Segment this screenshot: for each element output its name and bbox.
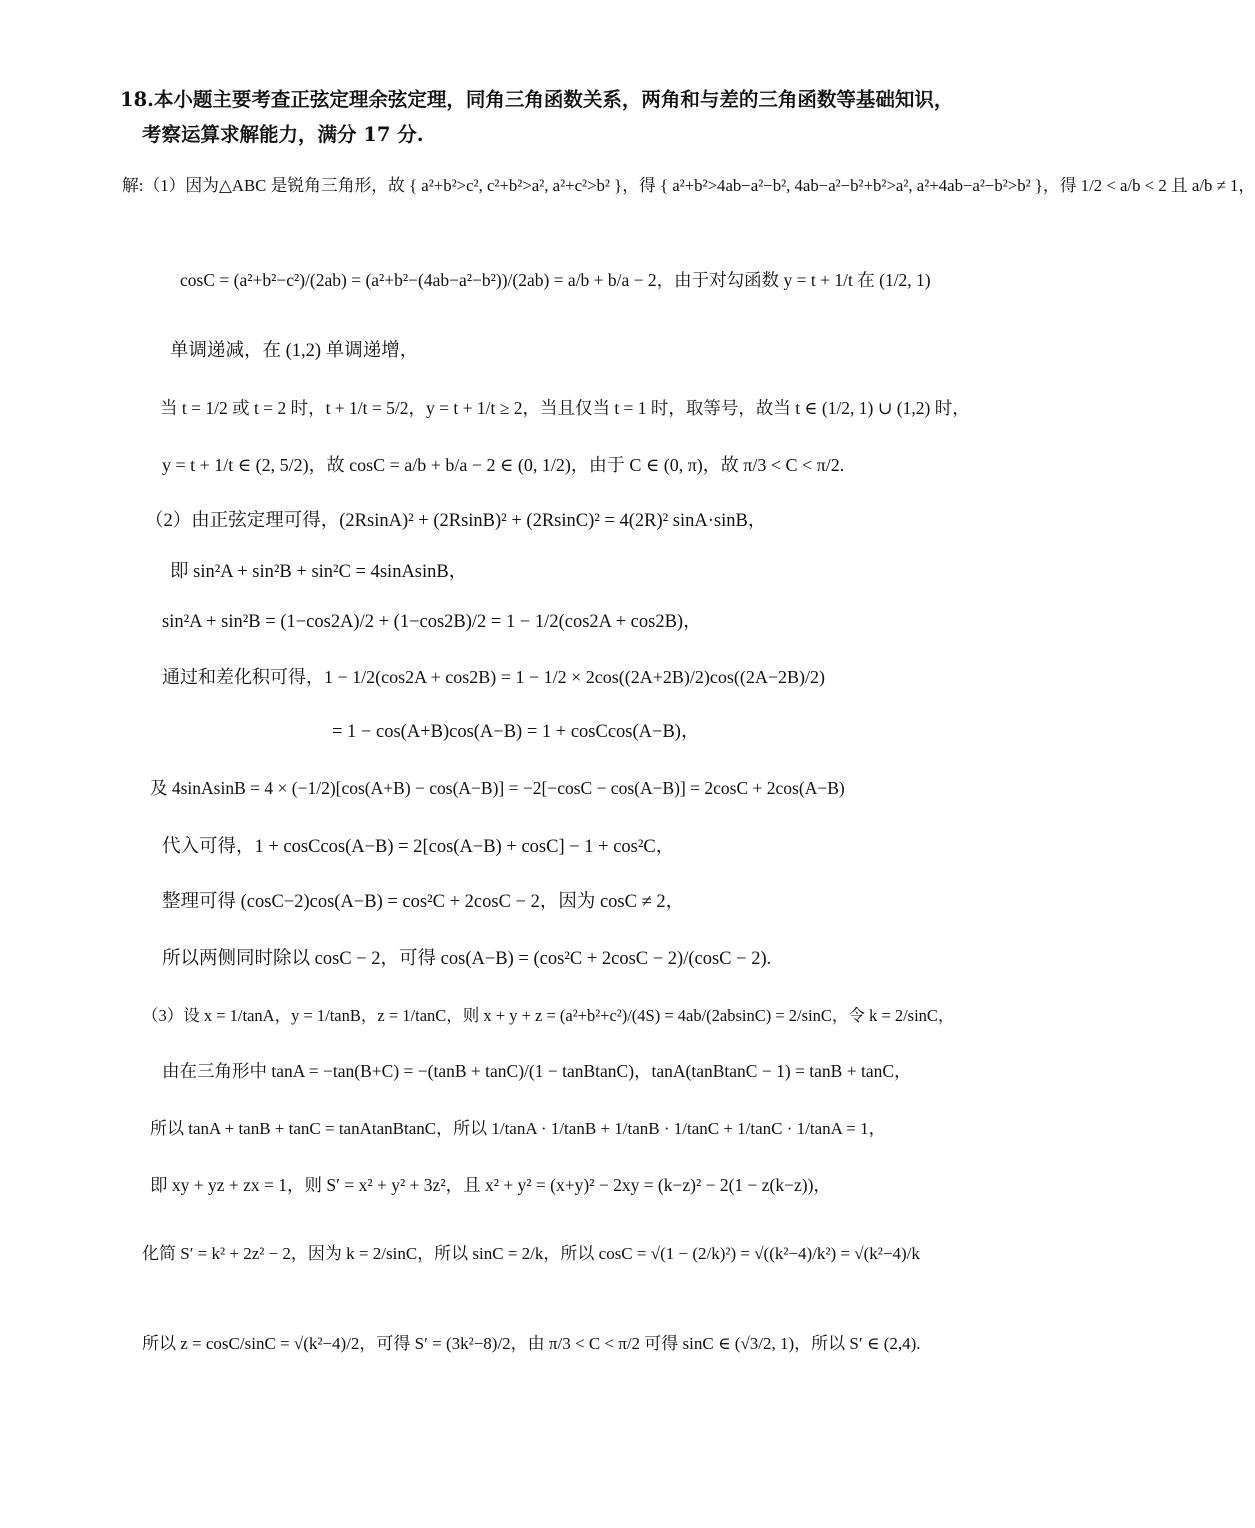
solution-part1-when: 当 t = 1/2 或 t = 2 时，t + 1/t = 5/2，y = t + 1/t ≥ 2，当且仅当 t = 1 时，取等号，故当 t ∈ (1/2, 1) ∪ (1,2) 时， (160, 398, 970, 418)
solution-part2-substitute: 代入可得，1 + cosCcos(A−B) = 2[cos(A−B) + cosC] − 1 + cos²C， (162, 837, 675, 857)
solution-part2-sum-to-product-cont: = 1 − cos(A+B)cos(A−B) = 1 + cosCcos(A−B)， (332, 722, 700, 742)
solution-part3-tan-sum: 所以 tanA + tanB + tanC = tanAtanBtanC，所以 1/tanA · 1/tanB + 1/tanB · 1/tanC + 1/tanC · 1/tanA = 1， (150, 1119, 886, 1138)
solution-part3-xy-relation: 即 xy + yz + zx = 1，则 S′ = x² + y² + 3z²，且 x² + y² = (x+y)² − 2xy = (k−z)² − 2(1 − z(k−z))， (150, 1175, 831, 1195)
solution-part3-final: 所以 z = cosC/sinC = √(k²−4)/2，可得 S′ = (3k²−8)/2，由 π/3 < C < π/2 可得 sinC ∈ (√3/2, 1)，所以 S′ ∈ (2,4). (142, 1334, 921, 1353)
solution-part3-simplify: 化简 S′ = k² + 2z² − 2，因为 k = 2/sinC，所以 sinC = 2/k，所以 cosC = √(1 − (2/k)²) = √((k²−4)/k²) = √(k²−4)/k (142, 1244, 920, 1263)
solution-part2-sin-squares: sin²A + sin²B = (1−cos2A)/2 + (1−cos2B)/2 = 1 − 1/2(cos2A + cos2B)， (162, 612, 702, 632)
solution-part2-product: 及 4sinAsinB = 4 × (−1/2)[cos(A+B) − cos(A−B)] = −2[−cosC − cos(A−B)] = 2cosC + 2cos(A−B) (150, 778, 845, 798)
solution-part2-sum-to-product: 通过和差化积可得，1 − 1/2(cos2A + cos2B) = 1 − 1/2 × 2cos((2A+2B)/2)cos((2A−2B)/2) (162, 667, 826, 687)
problem-header-line1: 18.本小题主要考查正弦定理余弦定理，同角三角函数关系，两角和与差的三角函数等基础知识， (120, 88, 954, 111)
solution-part2-arrange: 整理可得 (cosC−2)cos(A−B) = cos²C + 2cosC − 2，因为 cosC ≠ 2， (162, 892, 685, 912)
solution-part1-intro: 解:（1）因为△ABC 是锐角三角形，故 { a²+b²>c², c²+b²>a², a²+c²>b² }，得 { a²+b²>4ab−a²−b², 4ab−a²−b²+b²>a², a²+4ab−a²−b²>b² }，得 1/2 < a/b < 2 且 a/b ≠ 1， (122, 176, 1255, 195)
solution-part2-divide: 所以两侧同时除以 cosC − 2，可得 cos(A−B) = (cos²C + 2cosC − 2)/(cosC − 2). (162, 949, 772, 969)
solution-part1-result: y = t + 1/t ∈ (2, 5/2)，故 cosC = a/b + b/a − 2 ∈ (0, 1/2)，由于 C ∈ (0, π)，故 π/3 < C < π/2. (162, 455, 845, 475)
solution-part1-cosC: cosC = (a²+b²−c²)/(2ab) = (a²+b²−(4ab−a²−b²))/(2ab) = a/b + b/a − 2，由于对勾函数 y = t + 1/t 在 (1/2, 1) (180, 270, 931, 290)
solution-part2-equation: 即 sin²A + sin²B + sin²C = 4sinAsinB， (170, 562, 468, 582)
solution-part3-triangle-tan: 由在三角形中 tanA = −tan(B+C) = −(tanB + tanC)/(1 − tanBtanC)，tanA(tanBtanC − 1) = tanB + tanC， (162, 1061, 912, 1081)
problem-header-line2: 考察运算求解能力，满分 17 分. (142, 123, 424, 146)
solution-part2-intro: （2）由正弦定理可得，(2RsinA)² + (2RsinB)² + (2RsinC)² = 4(2R)² sinA·sinB， (145, 511, 767, 531)
solution-part3-substitution: （3）设 x = 1/tanA，y = 1/tanB，z = 1/tanC，则 x + y + z = (a²+b²+c²)/(4S) = 4ab/(2absinC) = 2/sinC，令 k = 2/sinC， (142, 1006, 955, 1025)
solution-part1-monotonic: 单调递减，在 (1,2) 单调递增， (170, 341, 419, 361)
